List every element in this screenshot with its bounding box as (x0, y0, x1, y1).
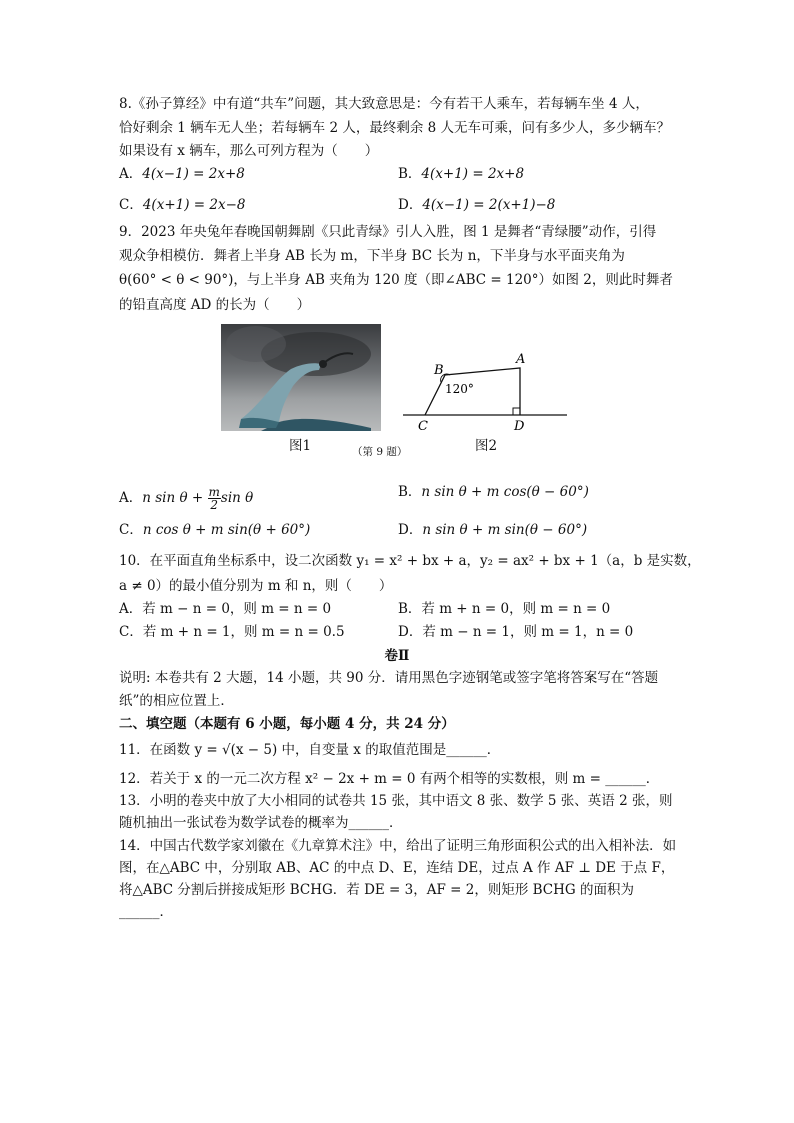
option-label: C． (119, 522, 143, 538)
option-label: D． (398, 197, 423, 213)
figure-1-caption: 图1 (289, 438, 312, 454)
q13-line-2: 随机抽出一张试卷为数学试卷的概率为______． (119, 815, 403, 831)
geometry-diagram (395, 348, 575, 436)
q10-line-2: a ≠ 0）的最小值分别为 m 和 n，则（ ） (119, 578, 393, 594)
option-text: 若 m − n = 0，则 m = n = 0 (142, 601, 332, 617)
q9-option-a (119, 486, 253, 511)
q8-option-d (398, 199, 555, 213)
q10-line-1: 10．在平面直角坐标系中，设二次函数 y₁ = x² + bx + a，y₂ = ax² + bx + 1（a，b 是实数， (119, 553, 701, 569)
option-label: D． (398, 624, 423, 640)
option-label: B． (398, 601, 422, 617)
q9-option-d (398, 524, 587, 538)
q8-option-b (398, 168, 524, 182)
q9-option-c (119, 524, 310, 538)
option-label: A． (119, 601, 143, 617)
option-label: D． (398, 522, 423, 538)
figure-2-caption: 图2 (475, 438, 498, 454)
dancer-photo (221, 324, 381, 431)
option-text: n sin θ + m sin(θ − 60°) (422, 522, 588, 538)
option-label: B． (398, 166, 422, 182)
q9-line-3: θ(60° < θ < 90°)，与上半身 AB 夹角为 120 度（即∠ABC = 120°）如图 2，则此时舞者 (119, 272, 673, 288)
q9-option-b (398, 486, 589, 500)
option-label: C． (119, 624, 143, 640)
q9-line-4: 的铅直高度 AD 的长为（ ） (119, 297, 311, 313)
option-text-part: sin θ (220, 490, 254, 506)
option-text: n cos θ + m sin(θ + 60°) (142, 522, 311, 538)
volume-2-title: 卷Ⅱ (384, 648, 410, 664)
option-text: 若 m + n = 0，则 m = n = 0 (421, 601, 611, 617)
point-b-label: B (434, 363, 444, 378)
volume-2-note-line-1: 说明: 本卷共有 2 大题，14 小题，共 90 分．请用黑色字迹钢笔或签字笔将答案写在“答题 (119, 670, 659, 686)
section-title: 二、填空题（本题有 6 小题，每小题 4 分，共 24 分） (119, 716, 455, 732)
fraction-numerator: m (208, 485, 220, 499)
q13-line-1: 13．小明的卷夹中放了大小相同的试卷共 15 张，其中语文 8 张、数学 5 张、英语 2 张，则 (119, 793, 673, 809)
q9-line-2: 观众争相模仿．舞者上半身 AB 长为 m，下半身 BC 长为 n，下半身与水平面夹角为 (119, 248, 625, 264)
option-text: 4(x+1) = 2x+8 (421, 166, 525, 182)
option-label: C． (119, 197, 143, 213)
q10-option-a (119, 603, 331, 617)
q10-option-c (119, 626, 345, 640)
point-d-label: D (514, 419, 525, 434)
fraction-m-over-2 (208, 486, 221, 511)
option-text: 4(x+1) = 2x−8 (142, 197, 246, 213)
q10-option-b (398, 603, 610, 617)
option-text: 4(x−1) = 2(x+1)−8 (422, 197, 556, 213)
q8-option-c (119, 199, 245, 213)
right-angle-mark (513, 408, 520, 415)
q14-line-2: 图，在△ABC 中，分别取 AB、AC 的中点 D、E，连结 DE，过点 A 作 AF ⊥ DE 于点 F， (119, 860, 675, 876)
q8-line-2: 恰好剩余 1 辆车无人坐；若每辆车 2 人，最终剩余 8 人无车可乘，问有多少人，多少辆车？ (119, 120, 671, 136)
q11-line: 11．在函数 y = √(x − 5) 中，自变量 x 的取值范围是______． (119, 742, 501, 758)
option-label: A． (119, 166, 143, 182)
option-text: n sin θ + m cos(θ − 60°) (421, 484, 589, 500)
q12-line: 12．若关于 x 的一元二次方程 x² − 2x + m = 0 有两个相等的实数根，则 m = ______． (119, 771, 660, 787)
option-text: 若 m + n = 1，则 m = n = 0.5 (142, 624, 345, 640)
dancer-illustration (221, 324, 381, 431)
q8-line-3: 如果设有 x 辆车，那么可列方程为（ ） (119, 143, 379, 159)
q10-option-d (398, 626, 633, 640)
option-label: A． (119, 490, 143, 506)
q9-line-1: 9．2023 年央兔年春晚国朝舞剧《只此青绿》引人入胜，图 1 是舞者“青绿腰”动作，引得 (119, 224, 657, 240)
option-text-part: n sin θ + (142, 490, 208, 506)
option-label: B． (398, 484, 422, 500)
angle-label: 120° (445, 382, 474, 396)
q14-line-3: 将△ABC 分割后拼接成矩形 BCHG．若 DE = 3，AF = 2，则矩形 BCHG 的面积为 (119, 882, 634, 898)
figure-note: （第 9 题） (352, 446, 408, 458)
point-c-label: C (418, 419, 428, 434)
option-text: 若 m − n = 1，则 m = 1，n = 0 (422, 624, 634, 640)
q14-line-1: 14．中国古代数学家刘徽在《九章算术注》中，给出了证明三角形面积公式的出入相补法．如 (119, 838, 677, 854)
q8-line-1: 8.《孙子算经》中有道“共车”问题，其大致意思是：今有若干人乘车，若每辆车坐 4 人， (119, 96, 649, 112)
q14-line-4: ______． (119, 904, 173, 920)
point-a-label: A (516, 352, 526, 367)
option-text: 4(x−1) = 2x+8 (142, 166, 245, 182)
volume-2-note-line-2: 纸”的相应位置上． (119, 693, 234, 709)
fraction-denominator: 2 (210, 498, 219, 512)
q8-option-a (119, 168, 245, 182)
